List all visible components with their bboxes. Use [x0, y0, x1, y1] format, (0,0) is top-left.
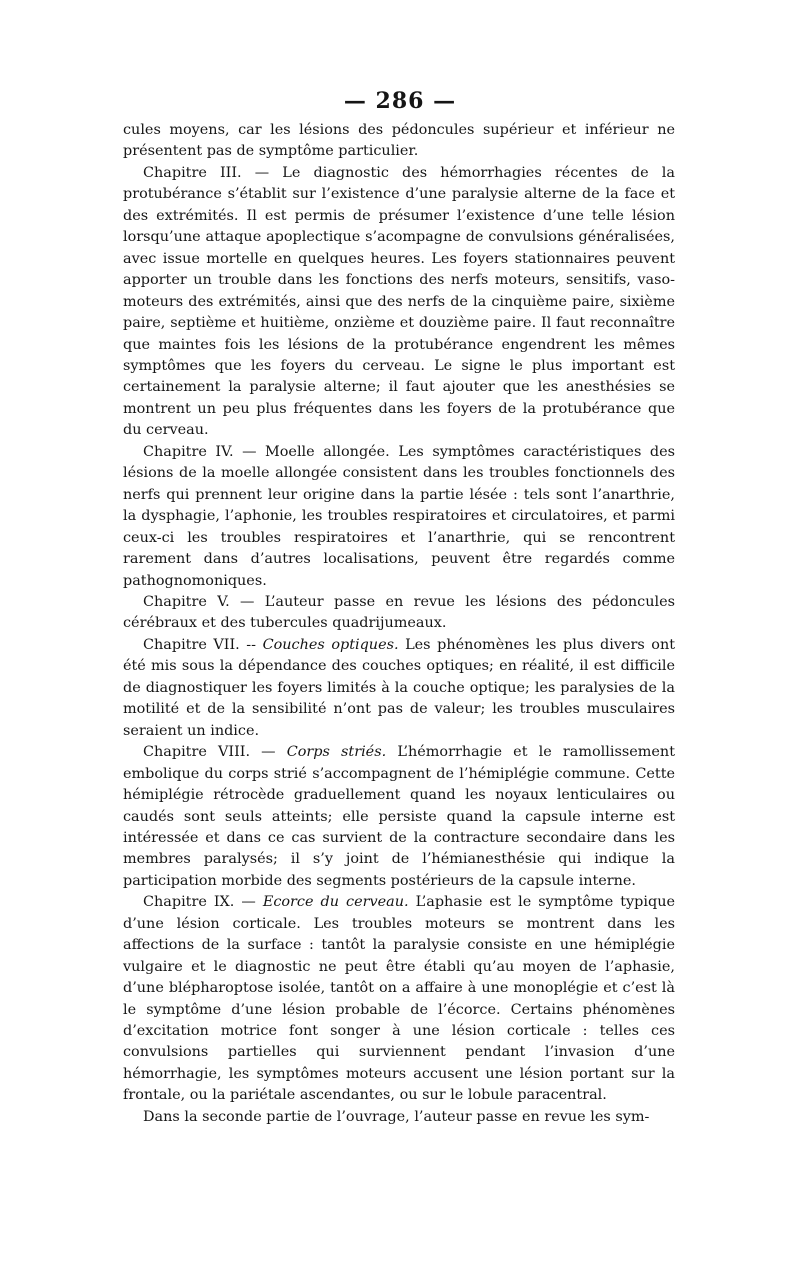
paragraph-text: Dans la seconde partie de l’ouvrage, l’auteur passe en revue les sym- — [143, 1108, 650, 1125]
page-body — [123, 120, 675, 1128]
paragraph — [123, 892, 675, 1107]
paragraph — [123, 742, 675, 892]
paragraph-text: Chapitre IV. — Moelle allongée. Les symptômes caractéristiques des lésions de la moelle allongée consistent dans les troubles fonctionnels des nerfs qui prennent leur origine dans la partie lésée : tels sont l’anarthrie, la dysphagie, l’aphonie, les troubles respiratoires et circulatoires, et parmi ceux-ci les troubles respiratoires et l’anarthrie, qui se rencontrent rarement dans d’autres localisations, peuvent être regardés comme pathognomoniques. — [123, 443, 675, 589]
paragraph — [123, 592, 675, 635]
paragraph — [123, 635, 675, 742]
paragraph-text: Chapitre V. — L’auteur passe en revue les lésions des pédoncules cérébraux et des tubercules quadrijumeaux. — [123, 593, 675, 632]
paragraph — [123, 1107, 675, 1128]
paragraph-text: Les phénomènes les plus divers ont été mis sous la dépendance des couches optiques; en réalité, il est difficile de diagnostiquer les foyers limités à la couche optique; les paralysies de la motilité et de la sensibilité n’ont pas de valeur; les troubles musculaires seraient un indice. — [123, 636, 676, 739]
paragraph-text: Chapitre IX. — — [143, 894, 263, 911]
paragraph — [123, 442, 675, 592]
paragraph-text: Chapitre VII. -- — [143, 636, 263, 653]
italic-heading: Couches optiques. — [262, 636, 399, 653]
paragraph-text: Chapitre VIII. — — [143, 744, 287, 761]
paragraph-text: L’hémorrhagie et le ramollissement embolique du corps strié s’accompagnent de l’hémiplégie commune. Cette hémiplégie rétrocède graduellement quand les noyaux lenticulaires ou caudés sont seuls atteints; elle persiste quand la capsule interne est intéressée et dans ce cas survient de la contracture secondaire dans les membres paralysés; il s’y joint de l’hémianesthésie qui indique la participation morbide des segments postérieurs de la capsule interne. — [123, 744, 675, 889]
italic-heading: Corps striés. — [286, 744, 387, 761]
italic-heading: Ecorce du cerveau. — [262, 894, 409, 911]
paragraph — [123, 163, 675, 442]
paragraph-text: Chapitre III. — Le diagnostic des hémorrhagies récentes de la protubérance s’établit sur l’existence d’une paralysie alterne de la face et des extrémités. Il est permis de présumer l’existence d’une telle lésion lorsqu’une attaque apoplectique s’acompagne de convulsions généralisées, avec issue mortelle en quelques heures. Les foyers stationnaires peuvent apporter un trouble dans les fonctions des nerfs moteurs, sensitifs, vaso-moteurs des extrémités, ainsi que des nerfs de la cinquième paire, sixième paire, septième et huitième, onzième et douzième paire. Il faut reconnaître que maintes fois les lésions de la protubérance engendrent les mêmes symptômes que les foyers du cerveau. Le signe le plus important est certainement la paralysie alterne; il faut ajouter que les anesthésies se montrent un peu plus fréquentes dans les foyers de la protubérance que du cerveau. — [123, 164, 675, 439]
page-number: — 286 — — [343, 88, 457, 114]
paragraph — [123, 120, 675, 163]
paragraph-text: cules moyens, car les lésions des pédoncules supérieur et inférieur ne présentent pas de symptôme particulier. — [123, 122, 675, 160]
paragraph-text: L’aphasie est le symptôme typique d’une lésion corticale. Les troubles moteurs se montrent dans les affections de la surface : tantôt la paralysie consiste en une hémiplégie vulgaire et le diagnostic ne peut être établi qu’au moyen de l’aphasie, d’une blépharoptose isolée, tantôt on a affaire à une monoplégie et c’est là le symptôme d’une lésion probable de l’écorce. Certains phénomènes d’excitation motrice font songer à une lésion corticale : telles ces convulsions partielles qui surviennent pendant l’invasion d’une hémorrhagie, les symptômes moteurs accusent une lésion portant sur la frontale, ou la pariétale ascendantes, ou sur le lobule paracentral. — [123, 894, 675, 1104]
